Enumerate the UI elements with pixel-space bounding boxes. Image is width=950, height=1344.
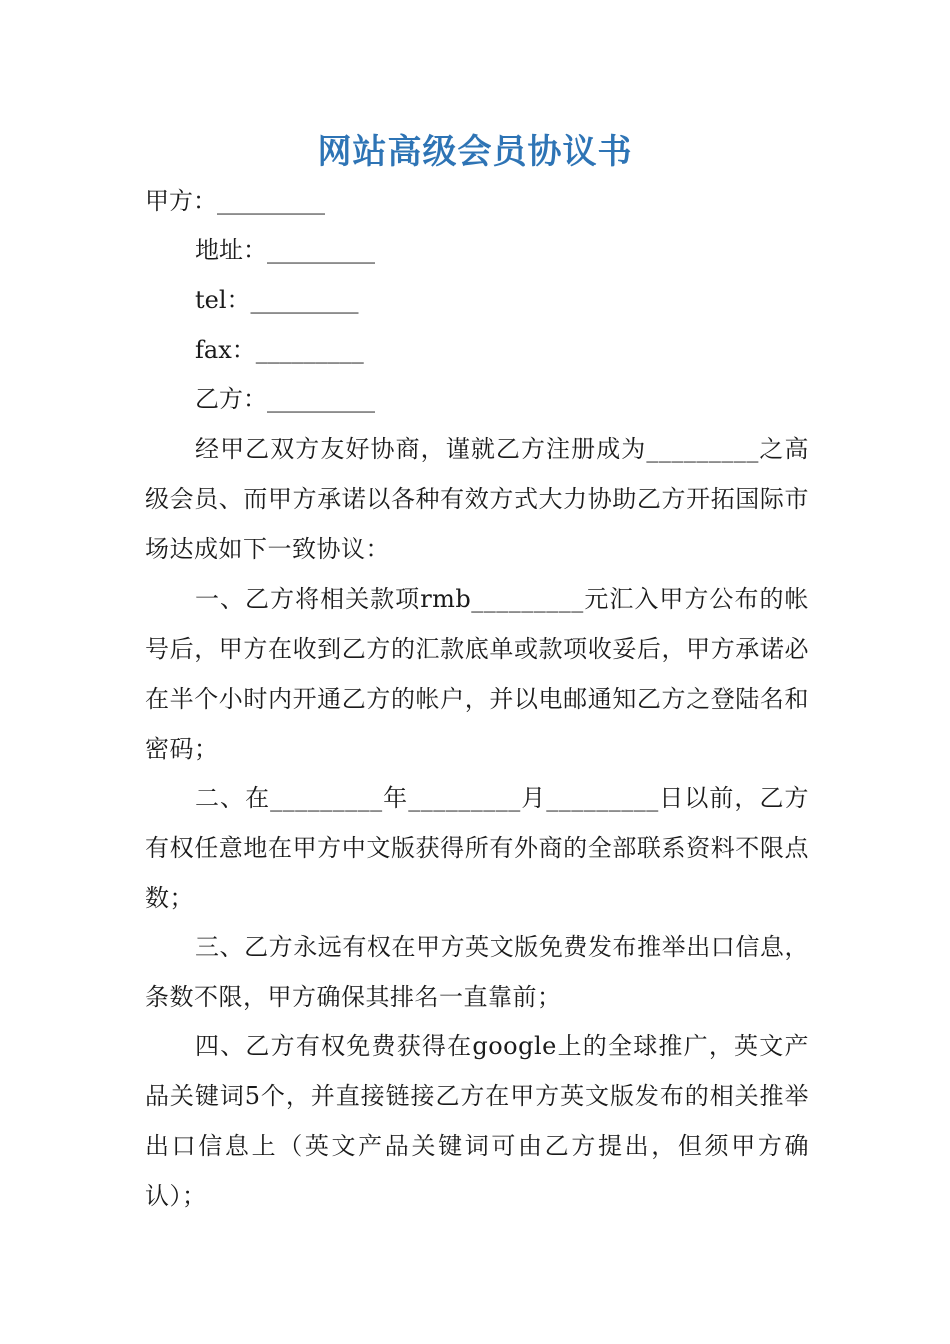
clause-1-paragraph: 一、乙方将相关款项rmb_________元汇入甲方公布的帐号后，甲方在收到乙方的汇款底单或款项收妥后，甲方承诺必在半个小时内开通乙方的帐户，并以电邮通知乙方之登陆名和密码；	[145, 585, 809, 763]
tel-line: tel：_________	[195, 286, 359, 314]
clause-2-paragraph: 二、在_________年_________月_________日以前，乙方有权任意地在甲方中文版获得所有外商的全部联系资料不限点数；	[145, 784, 809, 912]
document-title: 网站高级会员协议书	[317, 132, 633, 172]
clause-3-paragraph: 三、乙方永远有权在甲方英文版免费发布推举出口信息，条数不限，甲方确保其排名一直靠前；	[145, 933, 809, 1011]
party-a-line: 甲方：_________	[145, 187, 325, 215]
address-line: 地址：_________	[195, 236, 375, 264]
clause-4-paragraph: 四、乙方有权免费获得在google上的全球推广，英文产品关键词5个，并直接链接乙方在甲方英文版发布的相关推举出口信息上（英文产品关键词可由乙方提出，但须甲方确认）；	[145, 1032, 809, 1210]
fax-line: fax：_________	[195, 336, 364, 364]
party-b-line: 乙方：_________	[195, 385, 375, 413]
intro-paragraph: 经甲乙双方友好协商，谨就乙方注册成为_________之高级会员、而甲方承诺以各种有效方式大力协助乙方开拓国际市场达成如下一致协议：	[145, 435, 809, 563]
